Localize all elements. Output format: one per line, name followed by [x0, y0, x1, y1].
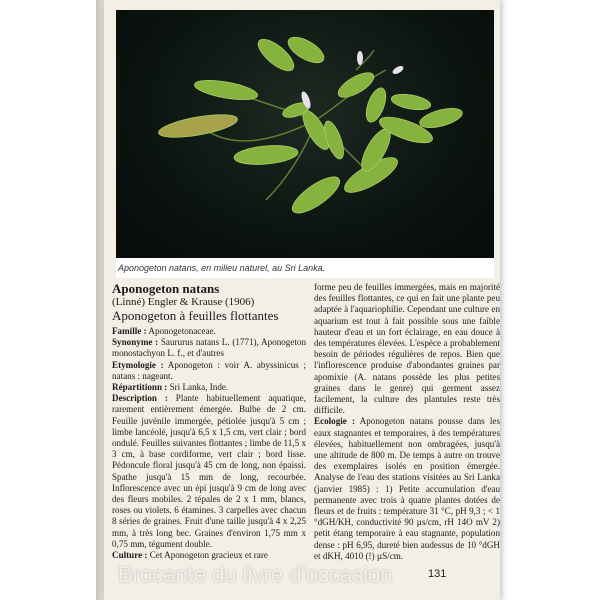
species-title: Aponogeton natans [112, 281, 220, 296]
species-author: (Linné) Engler & Krause (1906) [112, 296, 255, 308]
paragraph-etymologie: Etymologie : Aponogeton : voir A. abyssinicus ; natans : nageant. [112, 359, 306, 381]
page-number: 131 [428, 568, 447, 580]
watermark-text: Brocante du livre d'occasion [118, 562, 393, 587]
paragraph-famille: Famille : Aponogetonaceae. [112, 326, 216, 336]
paragraph-synonyme: Synonyme : Saururus natans L. (1771), Aponogeton monostachyon L. f., et d'autres [112, 337, 306, 359]
plant-photo [116, 10, 494, 258]
paragraph-culture-continued: forme peu de feuilles immergées, mais en majorité des feuilles flottantes, ce qui en fait une plante peu adaptée à l'aquariophilie. Cependant une culture en aquarium est tout à fait possible sous une faible hauteur d'eau et un fort éclairage, en eau douce à des températures élevées. L'espèce a probablement besoin de périodes régulières de repos. Bien que l'inflorescence produise d'abondantes graines par apomixie (A. natans possède les plus petites graines dans le genre) qui germent assez facilement, la culture des plantules reste très difficile. [314, 282, 500, 416]
paragraph-description: Description : Plante habituellement aquatique, rarement entièrement émergée. Bulbe de 2 cm. Feuille juvénile immergée, pétiolée jusqu'à 5 cm ; limbe lancéolé, jusqu'à 6,5 x 1,5 cm, vert clair ; bord ondulé. Feuilles suivantes flottantes ; limbe de 11,5 x 3 cm, à base cordiforme, vert clair ; bord lisse. Pédoncule floral jusqu'à 45 cm de long, non épaissi. Spathe jusqu'à 15 mm de long, recourbée. Inflorescence avec un épi jusqu'à 9 cm de long avec des fleurs mobiles. 2 tépales de 2 x 1 mm, blancs, roses ou violets. 6 étamines. 3 carpelles avec chacun 8 séries de graines. Fruit d'une taille jusqu'à 4 x 2,25 mm, à très long bec. Graines d'environ 1,75 mm x 0,75 mm, tégument double. [112, 393, 306, 549]
species-common-name: Aponogeton à feuilles flottantes [112, 308, 279, 323]
left-text-column [112, 282, 306, 561]
paragraph-repartition: Répartitionn : Sri Lanka, Inde. [112, 382, 229, 393]
book-page [104, 0, 500, 600]
paragraph-culture: Culture : Cet Aponogeton gracieux et rare [112, 550, 268, 561]
photo-caption: Aponogeton natans, en milieu naturel, au Sri Lanka. [116, 258, 494, 278]
right-text-column [314, 282, 500, 562]
paragraph-ecologie: Ecologie : Aponogeton natans pousse dans les eaux stagnantes et temporaires, à des températures élevées, habituellement non ombragées, jusqu'à une altitude de 800 m. De temps à autre on trouve des exemplaires isolés en position émergée. Analyse de l'eau des stations visitées au Sri Lanka (janvier 1985) : 1) Petite accumulation d'eau permanente avec trois à quatre plantes dotées de fleurs et de fruits : température 31 °C, pH 9,3 ; < 1 °dGH/KH, conductivité 90 µs/cm, rH 14O mV 2) petit étang temporaire à eau stagnante, population dense : pH 6,95, dureté bien audessus de 10 °dGH et dKH, 4010 (!) µS/cm. [314, 416, 500, 561]
floating-leaves-illustration [116, 10, 494, 258]
